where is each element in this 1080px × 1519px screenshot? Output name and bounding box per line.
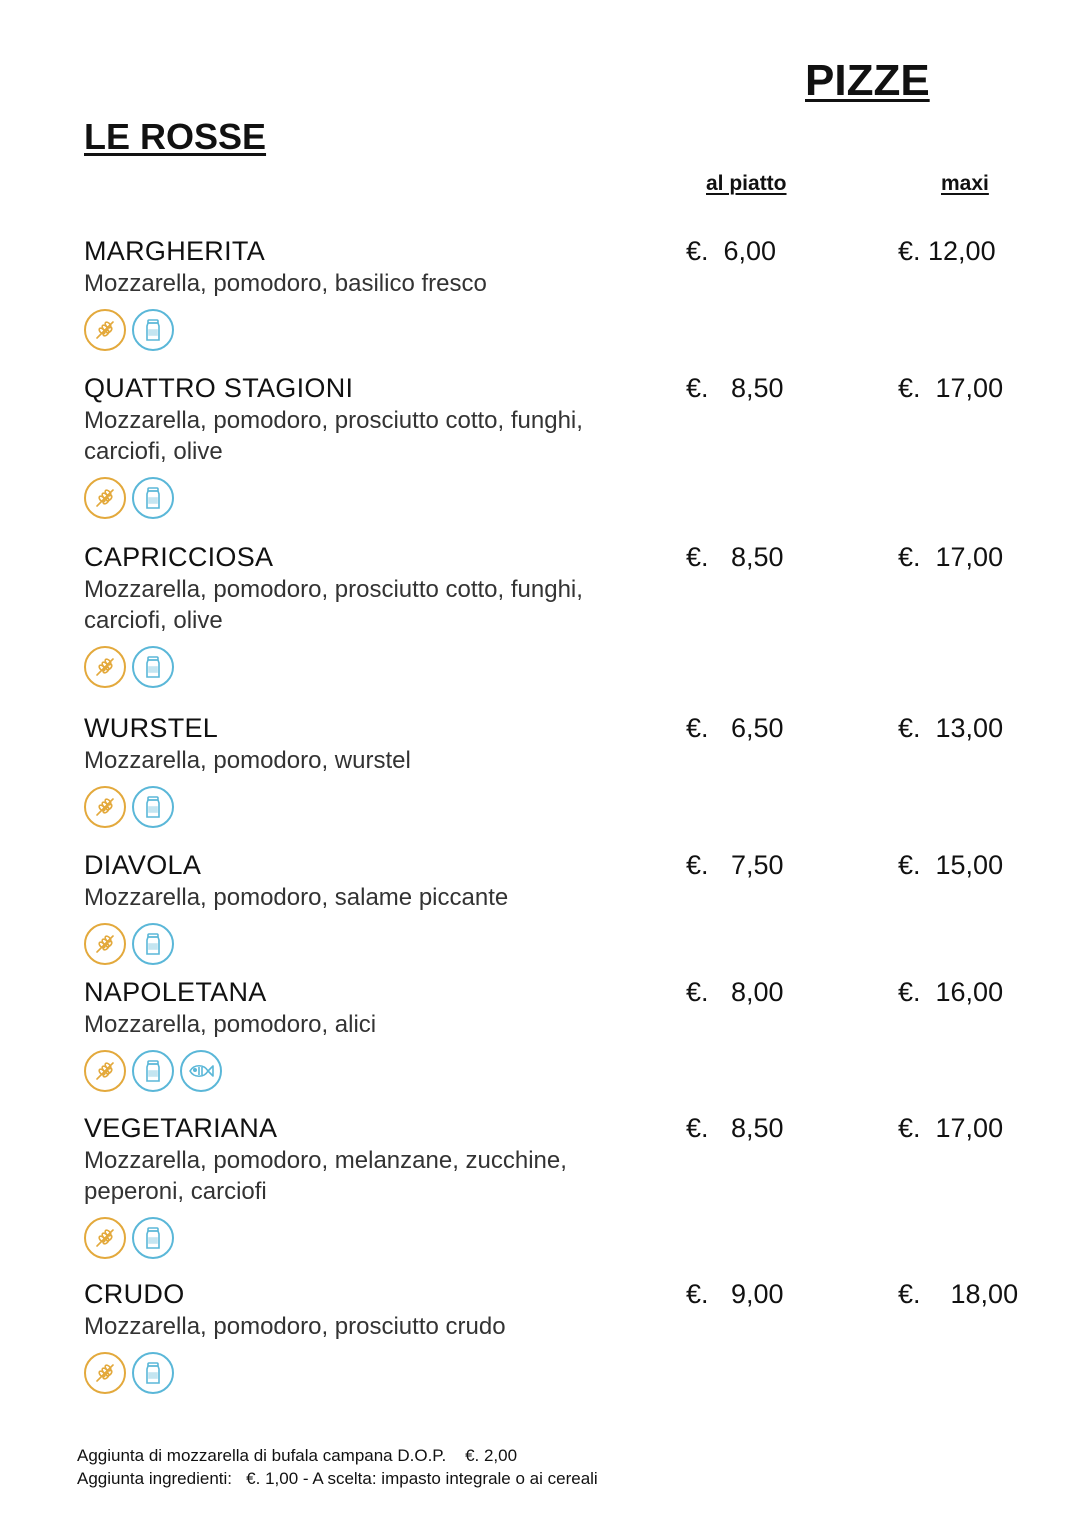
item-description: Mozzarella, pomodoro, alici — [84, 1011, 377, 1038]
menu-item — [84, 977, 1044, 1092]
allergen-icons — [84, 786, 1044, 828]
price-maxi: €. 17,00 — [898, 1113, 1004, 1143]
wheat-icon — [84, 646, 126, 688]
price-maxi: €. 12,00 — [898, 236, 996, 266]
item-name: MARGHERITA — [84, 236, 266, 266]
footer-line-ingredienti: Aggiunta ingredienti: €. 1,00 - A scelta: impasto integrale o ai cereali — [77, 1469, 598, 1488]
milk-icon — [132, 477, 174, 519]
price-piatto: €. 6,00 — [686, 236, 777, 266]
price-piatto: €. 8,00 — [686, 977, 784, 1007]
item-name: WURSTEL — [84, 713, 219, 743]
allergen-icons — [84, 1352, 1044, 1394]
menu-item — [84, 1113, 1044, 1259]
item-description: Mozzarella, pomodoro, wurstel — [84, 747, 411, 774]
allergen-icons — [84, 1217, 1044, 1259]
allergen-icons — [84, 309, 1044, 351]
fish-icon — [180, 1050, 222, 1092]
milk-icon — [132, 923, 174, 965]
column-header-piatto: al piatto — [706, 172, 787, 195]
price-piatto: €. 8,50 — [686, 542, 784, 572]
milk-icon — [132, 1050, 174, 1092]
menu-item — [84, 1279, 1044, 1394]
allergen-icons — [84, 477, 1044, 519]
menu-item — [84, 850, 1044, 965]
wheat-icon — [84, 477, 126, 519]
allergen-icons — [84, 1050, 1044, 1092]
milk-icon — [132, 309, 174, 351]
item-name: DIAVOLA — [84, 850, 202, 880]
wheat-icon — [84, 923, 126, 965]
wheat-icon — [84, 786, 126, 828]
milk-icon — [132, 646, 174, 688]
price-maxi: €. 17,00 — [898, 373, 1004, 403]
footer-line-bufala: Aggiunta di mozzarella di bufala campana D.O.P. €. 2,00 — [77, 1446, 518, 1465]
price-maxi: €. 13,00 — [898, 713, 1004, 743]
item-description: Mozzarella, pomodoro, melanzane, zucchine, peperoni, carciofi — [84, 1147, 567, 1205]
wheat-icon — [84, 1352, 126, 1394]
item-description: Mozzarella, pomodoro, prosciutto crudo — [84, 1313, 506, 1340]
price-maxi: €. 15,00 — [898, 850, 1004, 880]
price-maxi: €. 18,00 — [898, 1279, 1019, 1309]
milk-icon — [132, 1217, 174, 1259]
price-piatto: €. 6,50 — [686, 713, 784, 743]
item-description: Mozzarella, pomodoro, prosciutto cotto, funghi, carciofi, olive — [84, 407, 583, 465]
price-piatto: €. 8,50 — [686, 1113, 784, 1143]
wheat-icon — [84, 1217, 126, 1259]
price-maxi: €. 16,00 — [898, 977, 1004, 1007]
price-maxi: €. 17,00 — [898, 542, 1004, 572]
menu-item — [84, 236, 1044, 351]
page-title: PIZZE — [805, 56, 930, 105]
price-piatto: €. 7,50 — [686, 850, 784, 880]
item-description: Mozzarella, pomodoro, salame piccante — [84, 884, 509, 911]
wheat-icon — [84, 1050, 126, 1092]
wheat-icon — [84, 309, 126, 351]
item-name: CRUDO — [84, 1279, 185, 1309]
footer-notes — [77, 1444, 598, 1490]
item-description: Mozzarella, pomodoro, basilico fresco — [84, 270, 487, 297]
item-description: Mozzarella, pomodoro, prosciutto cotto, funghi, carciofi, olive — [84, 576, 583, 634]
allergen-icons — [84, 646, 1044, 688]
item-name: NAPOLETANA — [84, 977, 267, 1007]
item-name: CAPRICCIOSA — [84, 542, 274, 572]
column-header-maxi: maxi — [941, 172, 989, 195]
menu-item — [84, 373, 1044, 519]
item-name: QUATTRO STAGIONI — [84, 373, 354, 403]
milk-icon — [132, 786, 174, 828]
milk-icon — [132, 1352, 174, 1394]
allergen-icons — [84, 923, 1044, 965]
menu-item — [84, 713, 1044, 828]
section-title: LE ROSSE — [84, 116, 267, 157]
price-piatto: €. 8,50 — [686, 373, 784, 403]
price-piatto: €. 9,00 — [686, 1279, 784, 1309]
item-name: VEGETARIANA — [84, 1113, 278, 1143]
menu-item — [84, 542, 1044, 688]
